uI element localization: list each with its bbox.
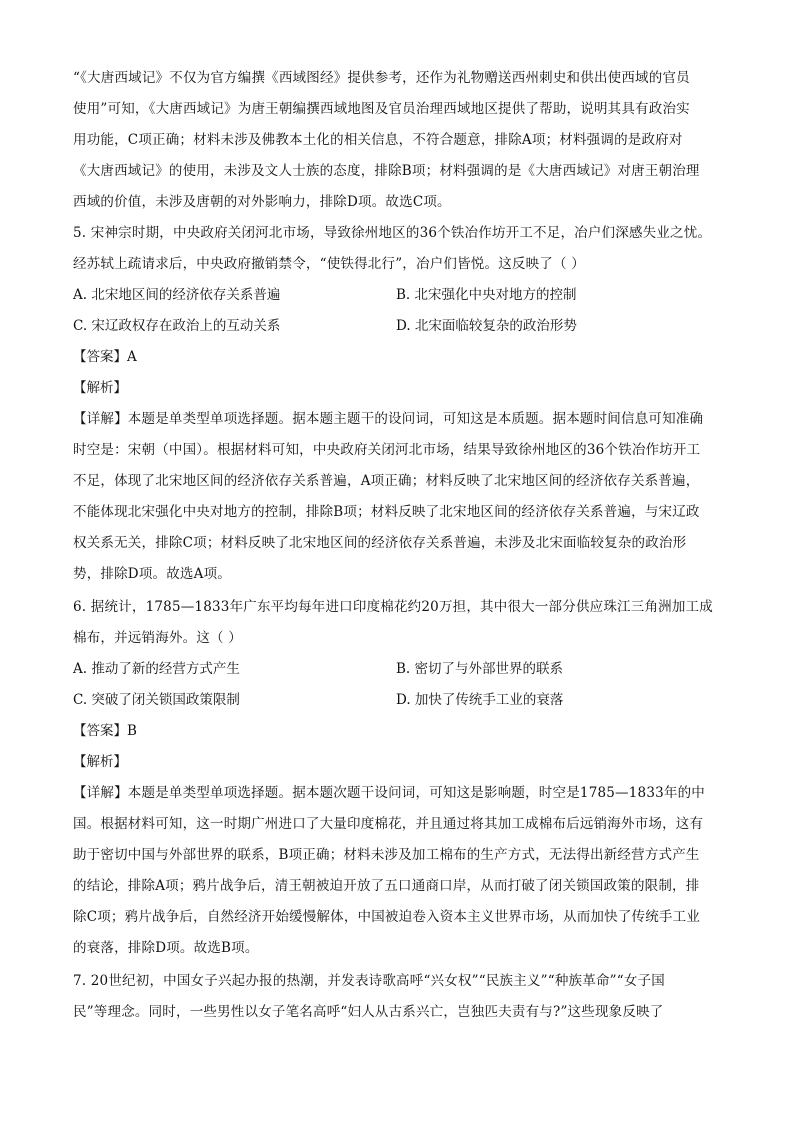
question-stem-line: 6. 据统计，1785—1833年广东平均每年进口印度棉花约20万担，其中很大一部分供应珠江三角洲加工成 (73, 599, 713, 615)
question-stem-line: 棉布，并远销海外。这（ ） (73, 630, 242, 646)
analysis-line: 不足，体现了北宋地区间的经济依存关系普遍，A项正确；材料反映了北宋地区间的经济依存关系普遍， (73, 473, 700, 489)
answer-label: 【答案】B (73, 723, 137, 739)
option-c: C. 突破了闭关锁国政策限制 (73, 692, 240, 708)
analysis-line: 使用”可知，《大唐西域记》为唐王朝编撰西域地图及官员治理西域地区提供了帮助，说明其具有政治实 (73, 101, 690, 117)
analysis-line: 的衰落，排除D项。故选B项。 (73, 940, 259, 956)
question-stem-line: 5. 宋神宗时期，中央政府关闭河北市场，导致徐州地区的36个铁冶作坊开工不足，冶户们深感失业之忧。 (73, 225, 712, 241)
question-stem-line: 7. 20世纪初，中国女子兴起办报的热潮，并发表诗歌高呼“兴女权”“民族主义”“种族革命”“女子国 (73, 973, 665, 989)
option-b: B. 密切了与外部世界的联系 (396, 661, 564, 677)
analysis-line: 不能体现北宋强化中央对地方的控制，排除B项；材料反映了北宋地区间的经济依存关系普遍，与宋辽政 (73, 504, 700, 520)
analysis-line: 【详解】本题是单类型单项选择题。据本题次题干设问词，可知这是影响题，时空是1785—1833年的中 (73, 785, 706, 801)
analysis-label: 【解析】 (73, 754, 127, 770)
analysis-label: 【解析】 (73, 380, 127, 396)
analysis-line: 助于密切中国与外部世界的联系，B项正确；材料未涉及加工棉布的生产方式，无法得出新经营方式产生 (73, 847, 700, 863)
option-d: D. 加快了传统手工业的衰落 (396, 692, 564, 708)
analysis-line: 西域的价值，未涉及唐朝的对外影响力，排除D项。故选C项。 (73, 194, 451, 210)
analysis-line: 时空是：宋朝（中国）。根据材料可知，中央政府关闭河北市场，结果导致徐州地区的36个铁冶作坊开工 (73, 442, 701, 458)
analysis-line: 国。根据材料可知，这一时期广州进口了大量印度棉花，并且通过将其加工成棉布后远销海外市场，这有 (73, 816, 704, 832)
option-a: A. 推动了新的经营方式产生 (73, 661, 240, 677)
analysis-line: 除C项；鸦片战争后，自然经济开始缓慢解体，中国被迫卷入资本主义世界市场，从而加快了传统手工业 (73, 909, 701, 925)
question-stem-line: 经苏轼上疏请求后，中央政府撤销禁令，“使铁得北行”，冶户们皆悦。这反映了（ ） (73, 256, 585, 272)
analysis-line: 的结论，排除A项；鸦片战争后，清王朝被迫开放了五口通商口岸，从而打破了闭关锁国政策的限制，排 (73, 878, 700, 894)
analysis-line: 权关系无关，排除C项；材料反映了北宋地区间的经济依存关系普遍，未涉及北宋面临较复杂的政治形 (73, 535, 687, 551)
analysis-line: 势，排除D项。故选A项。 (73, 566, 231, 582)
analysis-line: “《大唐西域记》不仅为官方编撰《西域图经》提供参考，还作为礼物赠送西州刺史和供出使西域的官员 (73, 70, 690, 86)
option-a: A. 北宋地区间的经济依存关系普遍 (73, 287, 281, 303)
analysis-line: 用功能，C项正确；材料未涉及佛教本土化的相关信息，不符合题意，排除A项；材料强调的是政府对 (73, 132, 683, 148)
question-stem-line: 民”等理念。同时，一些男性以女子笔名高呼“妇人从古系兴亡，岂独匹夫责有与?”这些现象反映了 (73, 1004, 664, 1020)
option-b: B. 北宋强化中央对地方的控制 (396, 287, 577, 303)
answer-label: 【答案】A (73, 349, 137, 365)
option-d: D. 北宋面临较复杂的政治形势 (396, 318, 577, 334)
analysis-line: 《大唐西域记》的使用，未涉及文人士族的态度，排除B项；材料强调的是《大唐西域记》对唐王朝治理 (73, 163, 700, 179)
option-c: C. 宋辽政权存在政治上的互动关系 (73, 318, 281, 334)
analysis-line: 【详解】本题是单类型单项选择题。据本题主题干的设问词，可知这是本质题。据本题时间信息可知准确 (73, 411, 704, 427)
